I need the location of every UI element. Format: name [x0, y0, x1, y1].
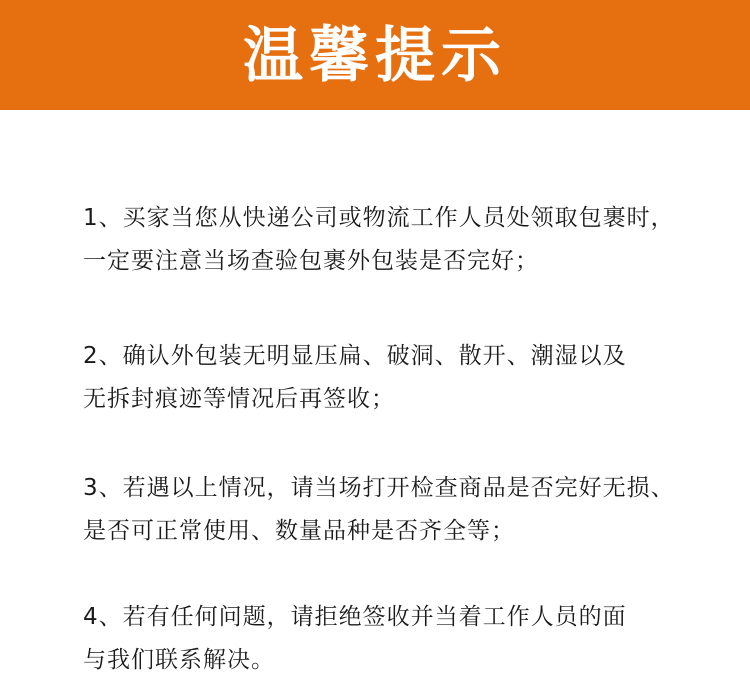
tip-item [83, 467, 723, 553]
header-banner [0, 0, 750, 110]
tip-line: 一定要注意当场查验包裹外包装是否完好； [83, 248, 539, 274]
tip-line: 2、确认外包装无明显压扁、破洞、散开、潮湿以及 [83, 343, 627, 369]
tip-item [83, 197, 723, 283]
tip-line: 是否可正常使用、数量品种是否齐全等； [83, 518, 515, 544]
tip-line: 4、若有任何问题，请拒绝签收并当着工作人员的面 [83, 604, 627, 630]
tip-item [83, 335, 723, 421]
tip-line: 与我们联系解决。 [83, 647, 275, 673]
page-title: 温馨提示 [243, 21, 507, 91]
tip-item [83, 596, 723, 682]
tip-line: 无拆封痕迹等情况后再签收； [83, 386, 395, 412]
tip-line: 1、买家当您从快递公司或物流工作人员处领取包裹时， [83, 205, 675, 231]
tip-line: 3、若遇以上情况，请当场打开检查商品是否完好无损、 [83, 475, 675, 501]
